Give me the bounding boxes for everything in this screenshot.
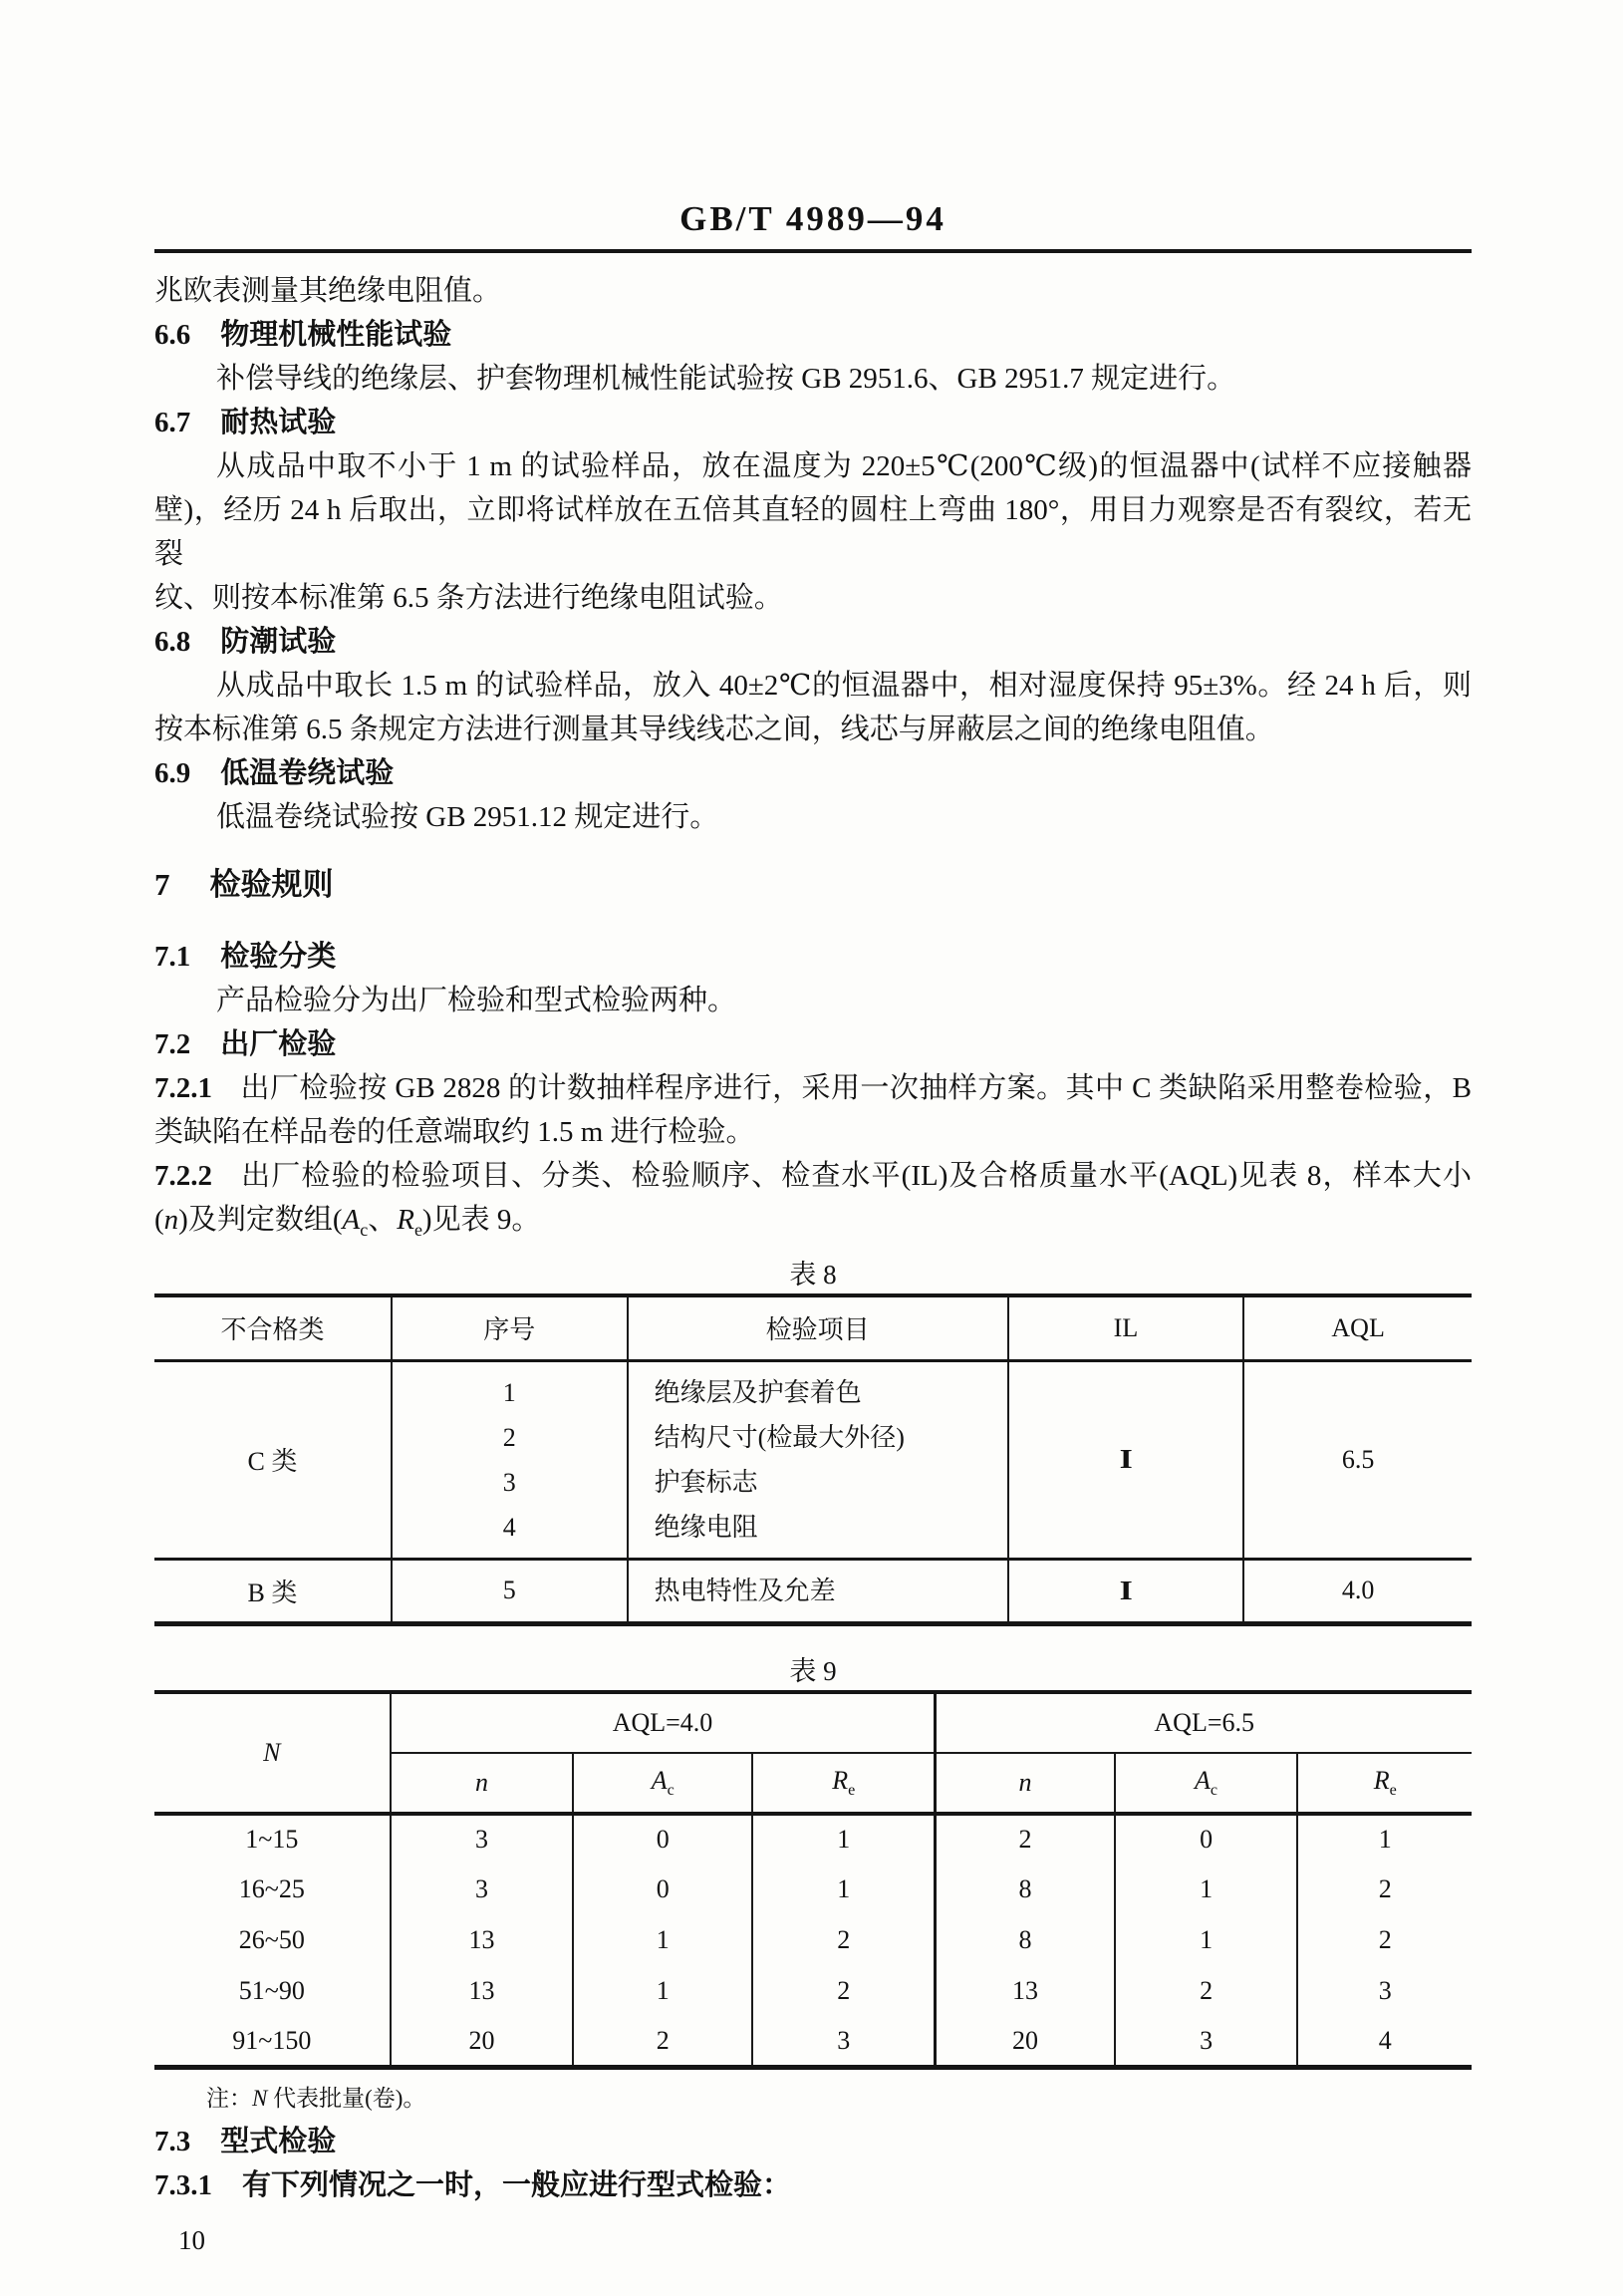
- chapter-title: 检验规则: [209, 867, 334, 902]
- value-cell: 2: [1297, 1865, 1472, 1915]
- doc-number: GB/T 4989—94: [679, 199, 947, 238]
- header-rule: [154, 249, 1472, 253]
- value-cell: 3: [1115, 2017, 1298, 2068]
- clause-title: 耐热试验: [220, 407, 337, 438]
- paragraph-6-8-line2: 按本标准第 6.5 条规定方法进行测量其导线线芯之间，线芯与屏蔽层之间的绝缘电阻值。: [154, 714, 1274, 745]
- table9-data-row: [154, 2017, 1472, 2068]
- il-cell: I: [1008, 1559, 1244, 1623]
- value-cell: 4: [1297, 2017, 1472, 2068]
- paragraph-intro: 兆欧表测量其绝缘电阻值。: [154, 275, 502, 307]
- seq-cell: [392, 1360, 628, 1559]
- value-cell: 0: [573, 1814, 752, 1865]
- value-cell: 0: [573, 1865, 752, 1915]
- table8-title: 表 8: [789, 1259, 837, 1290]
- batch-range-cell: 16~25: [238, 1874, 305, 1904]
- items-cell: [628, 1360, 1008, 1559]
- value-cell: 1: [1297, 1814, 1472, 1865]
- value-cell: 1: [1115, 1915, 1298, 1966]
- n-header-cell: N: [154, 1692, 391, 1814]
- seq-value: 2: [502, 1422, 516, 1452]
- section-heading-6-6: [154, 313, 1472, 357]
- table9-data-row: [154, 1814, 1472, 1865]
- value-cell: 20: [391, 2017, 574, 2068]
- section-heading-6-7: [154, 401, 1472, 444]
- paragraph-7-2-1-line2: 类缺陷在样品卷的任意端取约 1.5 m 进行检验。: [154, 1116, 755, 1148]
- seq-value: 3: [502, 1467, 516, 1497]
- math-var-R: $R_e$: [397, 1204, 422, 1240]
- table9-data-row: [154, 1865, 1472, 1915]
- value-cell: 1: [573, 1966, 752, 2017]
- defect-class-cell: B 类: [247, 1578, 298, 1607]
- paragraph-6-8-line1: 从成品中取长 1.5 m 的试验样品，放入 40±2℃的恒温器中，相对湿度保持 95±3%。经 24 h 后，则: [216, 670, 1472, 702]
- clause-title: 低温卷绕试验: [220, 757, 395, 789]
- paragraph-6-6: 补偿导线的绝缘层、护套物理机械性能试验按 GB 2951.6、GB 2951.7 规定进行。: [216, 363, 1236, 395]
- sub-header-ac: $A_c$: [573, 1753, 752, 1814]
- batch-range-cell: 1~15: [245, 1825, 299, 1855]
- aql40-group-header: AQL=4.0: [391, 1692, 936, 1753]
- seq-value: 4: [502, 1512, 516, 1542]
- clause-text: 出厂检验按 GB 2828 的计数抽样程序进行，采用一次抽样方案。其中 C 类缺陷采用整卷检验，B: [240, 1072, 1472, 1104]
- value-cell: 13: [391, 1966, 574, 2017]
- section-heading-7-2: [154, 1022, 1472, 1066]
- table8-header-il: IL: [1008, 1295, 1244, 1361]
- aql65-group-header: AQL=6.5: [936, 1692, 1472, 1753]
- clause-number: 7.2: [154, 1028, 191, 1060]
- clause-text: 有下列情况之一时，一般应进行型式检验：: [242, 2169, 792, 2202]
- clause-title: 检验分类: [220, 941, 337, 973]
- paragraph-6-7-line3: 纹、则按本标准第 6.5 条方法进行绝缘电阻试验。: [154, 582, 783, 614]
- clause-number: 7.2.2: [154, 1160, 212, 1192]
- sub-header-ac: $A_c$: [1115, 1753, 1298, 1814]
- value-cell: 13: [391, 1915, 574, 1966]
- table9-title: 表 9: [789, 1655, 837, 1686]
- clause-title: 型式检验: [220, 2126, 337, 2158]
- clause-number: 7.1: [154, 941, 191, 973]
- clause-number: 6.7: [154, 407, 191, 438]
- value-cell: 3: [391, 1814, 574, 1865]
- clause-text: 出厂检验的检验项目、分类、检验顺序、检查水平(IL)及合格质量水平(AQL)见表 8，样本大小: [240, 1160, 1472, 1192]
- note-text: 代表批量(卷)。: [267, 2086, 426, 2112]
- sub-header-n: n: [936, 1753, 1115, 1814]
- value-cell: 2: [752, 1915, 936, 1966]
- clause-number: 6.8: [154, 626, 191, 658]
- table8: [154, 1293, 1472, 1626]
- paragraph-6-9: 低温卷绕试验按 GB 2951.12 规定进行。: [216, 801, 719, 833]
- table9: [154, 1690, 1472, 2071]
- value-cell: 3: [391, 1865, 574, 1915]
- value-cell: 2: [1297, 1915, 1472, 1966]
- value-cell: 3: [752, 2017, 936, 2068]
- table8-row-b: [154, 1559, 1472, 1623]
- sub-header-re: $R_e$: [1297, 1753, 1472, 1814]
- page-content: [154, 0, 1472, 2259]
- section-heading-7-3: [154, 2120, 1472, 2163]
- note-prefix: 注：: [206, 2086, 252, 2112]
- text-fragment: (: [154, 1204, 164, 1236]
- math-var-A: $A_c$: [342, 1204, 369, 1240]
- section-heading-6-9: [154, 751, 1472, 795]
- table9-data-row: [154, 1915, 1472, 1966]
- value-cell: 2: [573, 2017, 752, 2068]
- text-fragment: )及判定数组(: [178, 1204, 343, 1236]
- table8-header-aql: AQL: [1243, 1295, 1472, 1361]
- batch-range-cell: 91~150: [232, 2026, 312, 2056]
- paragraph-6-7-line2: 壁)，经历 24 h 后取出，立即将试样放在五倍其直轻的圆柱上弯曲 180°，用目力观察是否有裂纹，若无裂: [154, 494, 1472, 570]
- item-value: 绝缘电阻: [654, 1512, 758, 1542]
- clause-title: 防潮试验: [220, 626, 337, 658]
- paragraph-7-3-1: [154, 2163, 1472, 2207]
- table9-group-header-row: [154, 1692, 1472, 1753]
- math-var-N: N: [252, 2086, 268, 2112]
- table8-header-defect-class: 不合格类: [154, 1295, 392, 1361]
- value-cell: 20: [936, 2017, 1115, 2068]
- value-cell: 1: [573, 1915, 752, 1966]
- chapter-heading-7: [154, 863, 1472, 907]
- aql-cell: 6.5: [1243, 1360, 1472, 1559]
- section-heading-6-8: [154, 620, 1472, 664]
- table8-header-item: 检验项目: [628, 1295, 1008, 1361]
- aql-cell: 4.0: [1243, 1559, 1472, 1623]
- sub-header-n: n: [391, 1753, 574, 1814]
- value-cell: 0: [1115, 1814, 1298, 1865]
- batch-range-cell: 51~90: [238, 1976, 305, 2006]
- paragraph-7-1: 产品检验分为出厂检验和型式检验两种。: [216, 985, 737, 1016]
- table8-header-seq: 序号: [392, 1295, 628, 1361]
- math-var-n: n: [163, 1204, 179, 1236]
- il-cell: I: [1008, 1360, 1244, 1559]
- clause-title: 物理机械性能试验: [220, 319, 452, 351]
- value-cell: 1: [752, 1865, 936, 1915]
- table9-data-row: [154, 1966, 1472, 2017]
- value-cell: 2: [752, 1966, 936, 2017]
- paragraph-7-2-1-line1: [154, 1066, 1472, 1110]
- sub-header-re: $R_e$: [752, 1753, 936, 1814]
- paragraph-7-2-2-line2: [154, 1198, 1472, 1252]
- table8-row-c: [154, 1360, 1472, 1559]
- seq-value: 1: [502, 1377, 516, 1407]
- clause-number: 7.2.1: [154, 1072, 212, 1104]
- table9-note: [206, 2084, 1472, 2114]
- item-value: 绝缘层及护套着色: [654, 1377, 862, 1407]
- value-cell: 2: [1115, 1966, 1298, 2017]
- table8-header-row: [154, 1295, 1472, 1361]
- value-cell: 2: [936, 1814, 1115, 1865]
- value-cell: 13: [936, 1966, 1115, 2017]
- clause-number: 7.3.1: [154, 2169, 212, 2202]
- batch-range-cell: 26~50: [238, 1925, 305, 1955]
- value-cell: 8: [936, 1865, 1115, 1915]
- value-cell: 1: [752, 1814, 936, 1865]
- item-value: 护套标志: [654, 1467, 758, 1497]
- item-value: 热电特性及允差: [654, 1576, 836, 1605]
- items-cell: [628, 1559, 1008, 1623]
- bottom-sections: [154, 2120, 1472, 2207]
- defect-class-cell: C 类: [154, 1360, 392, 1559]
- text-fragment: )见表 9。: [421, 1204, 541, 1236]
- value-cell: 3: [1297, 1966, 1472, 2017]
- value-cell: 8: [936, 1915, 1115, 1966]
- clause-number: 6.9: [154, 757, 191, 789]
- clause-title: 出厂检验: [220, 1028, 337, 1060]
- clause-number: 7.3: [154, 2126, 191, 2158]
- seq-cell: 5: [392, 1559, 628, 1623]
- page-number: 10: [178, 2225, 205, 2256]
- clause-number: 6.6: [154, 319, 191, 351]
- paragraph-6-7-line1: 从成品中取不小于 1 m 的试验样品，放在温度为 220±5℃(200℃级)的恒温器中(试样不应接触器: [216, 450, 1472, 482]
- chapter-number: 7: [154, 867, 170, 902]
- section-heading-7-1: [154, 935, 1472, 979]
- value-cell: 1: [1115, 1865, 1298, 1915]
- text-fragment: 、: [368, 1204, 398, 1236]
- paragraph-7-2-2-line1: [154, 1154, 1472, 1198]
- item-value: 结构尺寸(检最大外径): [654, 1422, 905, 1452]
- body-text: [154, 269, 1472, 2259]
